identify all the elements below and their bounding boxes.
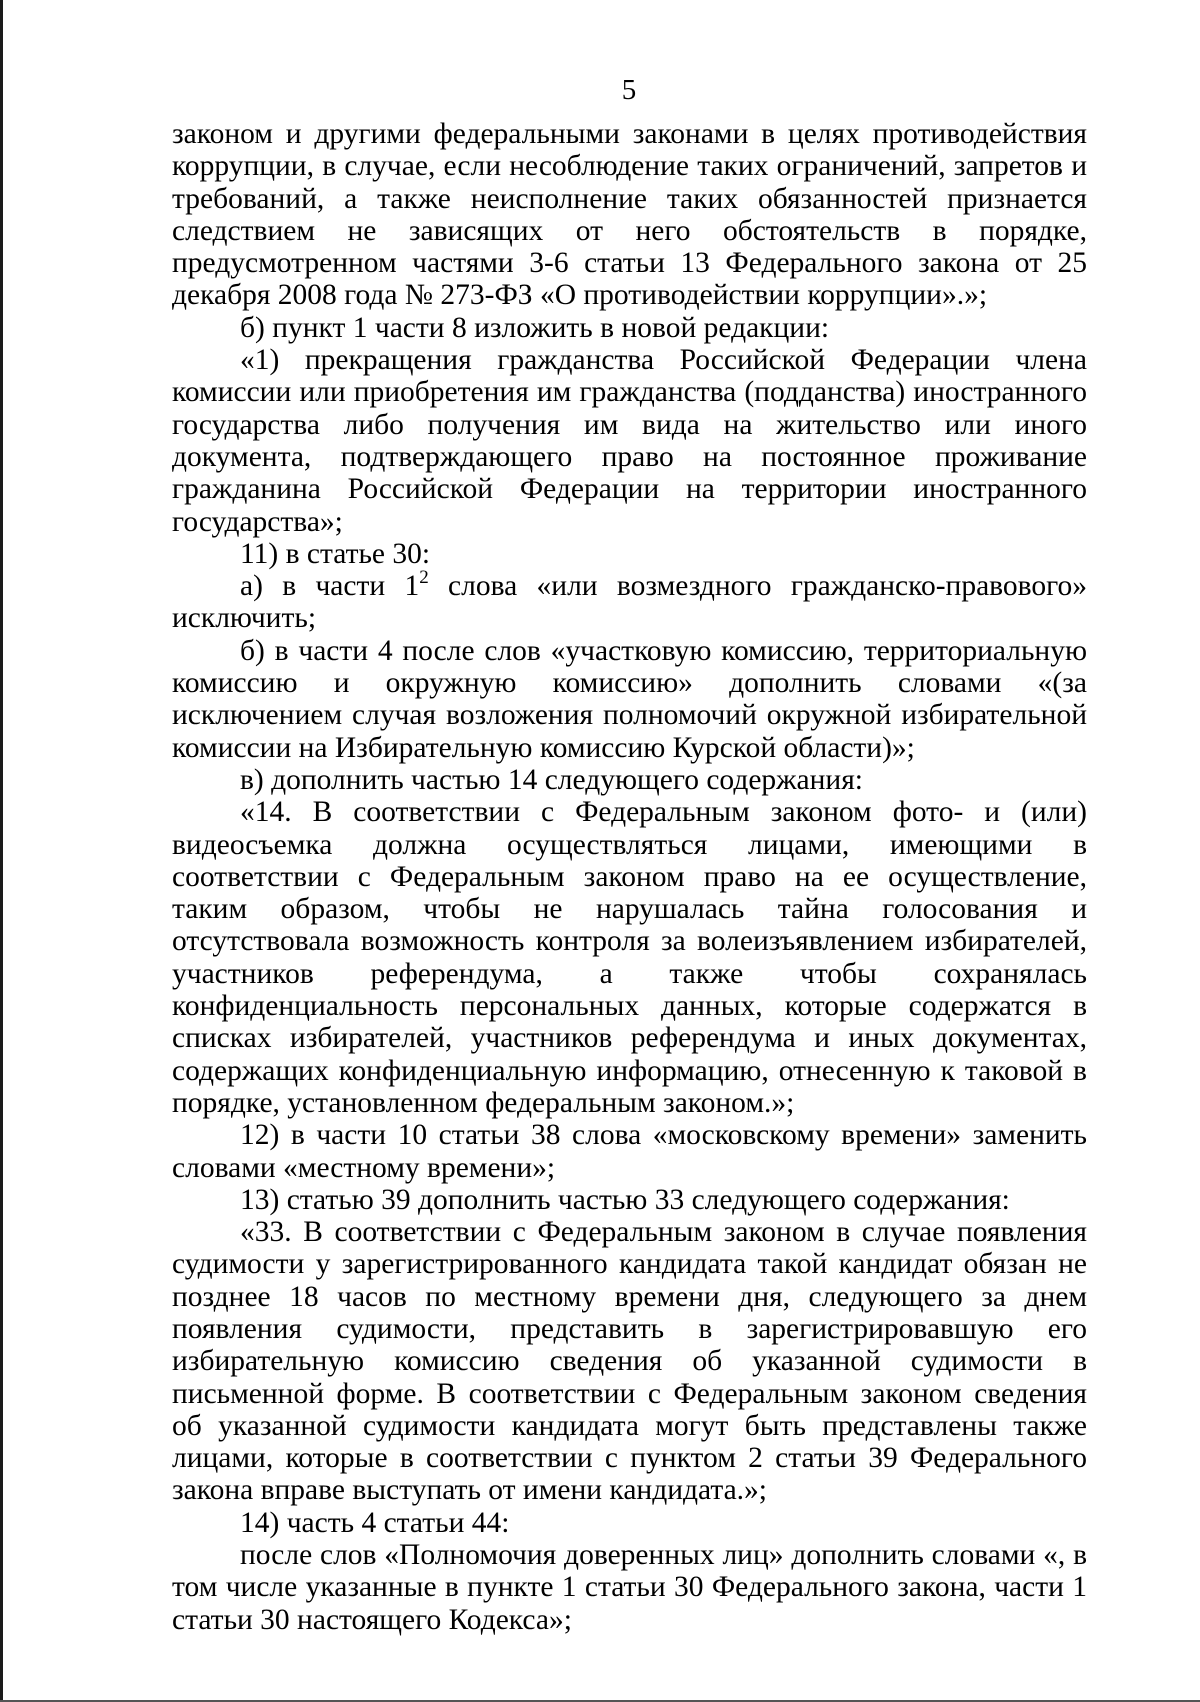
paragraph-item-13: 13) статью 39 дополнить частью 33 следующего содержания: bbox=[240, 1183, 1010, 1216]
paragraph-quote-part-14: «14. В соответствии с Федеральным законом фото- и (или) видеосъемка должна осуществляться лицами, имеющими в соответствии с Федеральным законом право на ее осуществление, таким образом, чтобы не нарушалась тайна голосования и отсутствовала возможность контроля за волеизъявлением избирателей, участников референдума, а также чтобы сохранялась конфиденциальность персональных данных, которые содержатся в списках избирателей, участников референдума и иных документах, содержащих конфиденциальную информацию, отнесенную к таковой в порядке, установленном федеральным законом.»; bbox=[172, 796, 1087, 1119]
paragraph-quote-part-33: «33. В соответствии с Федеральным законом в случае появления судимости у зарегистрированного кандидата такой кандидат обязан не позднее 18 часов по местному времени дня, следующего за днем появления судимости, представить в зарегистрировавшую его избирательную комиссию сведения об указанной судимости в письменной форме. В соответствии с Федеральным законом сведения об указанной судимости кандидата могут быть представлены также лицами, которые в соответствии с пунктом 2 статьи 39 Федерального закона вправе выступать от имени кандидата.»; bbox=[172, 1216, 1087, 1507]
page-number: 5 bbox=[621, 74, 637, 106]
superscript-index: 2 bbox=[419, 567, 429, 589]
subitem-a-text-start: а) в части 1 bbox=[240, 570, 420, 603]
document-body bbox=[172, 118, 1087, 1636]
paragraph-item-12: 12) в части 10 статьи 38 слова «московскому времени» заменить словами «местному времени»; bbox=[172, 1119, 1087, 1184]
scan-edge-left bbox=[0, 0, 3, 1702]
paragraph-item-11: 11) в статье 30: bbox=[240, 537, 431, 570]
paragraph-subitem-a-part-1-2 bbox=[172, 567, 1087, 635]
paragraph-item-14: 14) часть 4 статьи 44: bbox=[240, 1506, 510, 1539]
paragraph-subitem-v-part-14: в) дополнить частью 14 следующего содержания: bbox=[240, 763, 863, 796]
paragraph-after-words: после слов «Полномочия доверенных лиц» дополнить словами «, в том числе указанные в пункте 1 статьи 30 Федерального закона, части 1 статьи 30 настоящего Кодекса»; bbox=[172, 1539, 1087, 1636]
paragraph-subitem-b-part-4: б) в части 4 после слов «участковую комиссию, территориальную комиссию и окружную комиссию» дополнить словами «(за исключением случая возложения полномочий окружной избирательной комиссии на Избирательную комиссию Курской области)»; bbox=[172, 634, 1087, 764]
paragraph-continuation: законом и другими федеральными законами в целях противодействия коррупции, в случае, если несоблюдение таких ограничений, запретов и требований, а также неисполнение таких обязанностей признается следствием не зависящих от него обстоятельств в порядке, предусмотренном частями 3-6 статьи 13 Федерального закона от 25 декабря 2008 года № 273-ФЗ «О противодействии коррупции».»; bbox=[172, 118, 1087, 312]
subitem-a-text-end: слова «или возмездного гражданско-правового» исключить; bbox=[172, 570, 1087, 635]
paragraph-subitem-b-point-1: б) пункт 1 части 8 изложить в новой редакции: bbox=[240, 311, 830, 344]
paragraph-quote-point-1: «1) прекращения гражданства Российской Федерации члена комиссии или приобретения им гражданства (подданства) иностранного государства либо получения им вида на жительство или иного документа, подтверждающего право на постоянное проживание гражданина Российской Федерации на территории иностранного государства»; bbox=[172, 344, 1087, 538]
